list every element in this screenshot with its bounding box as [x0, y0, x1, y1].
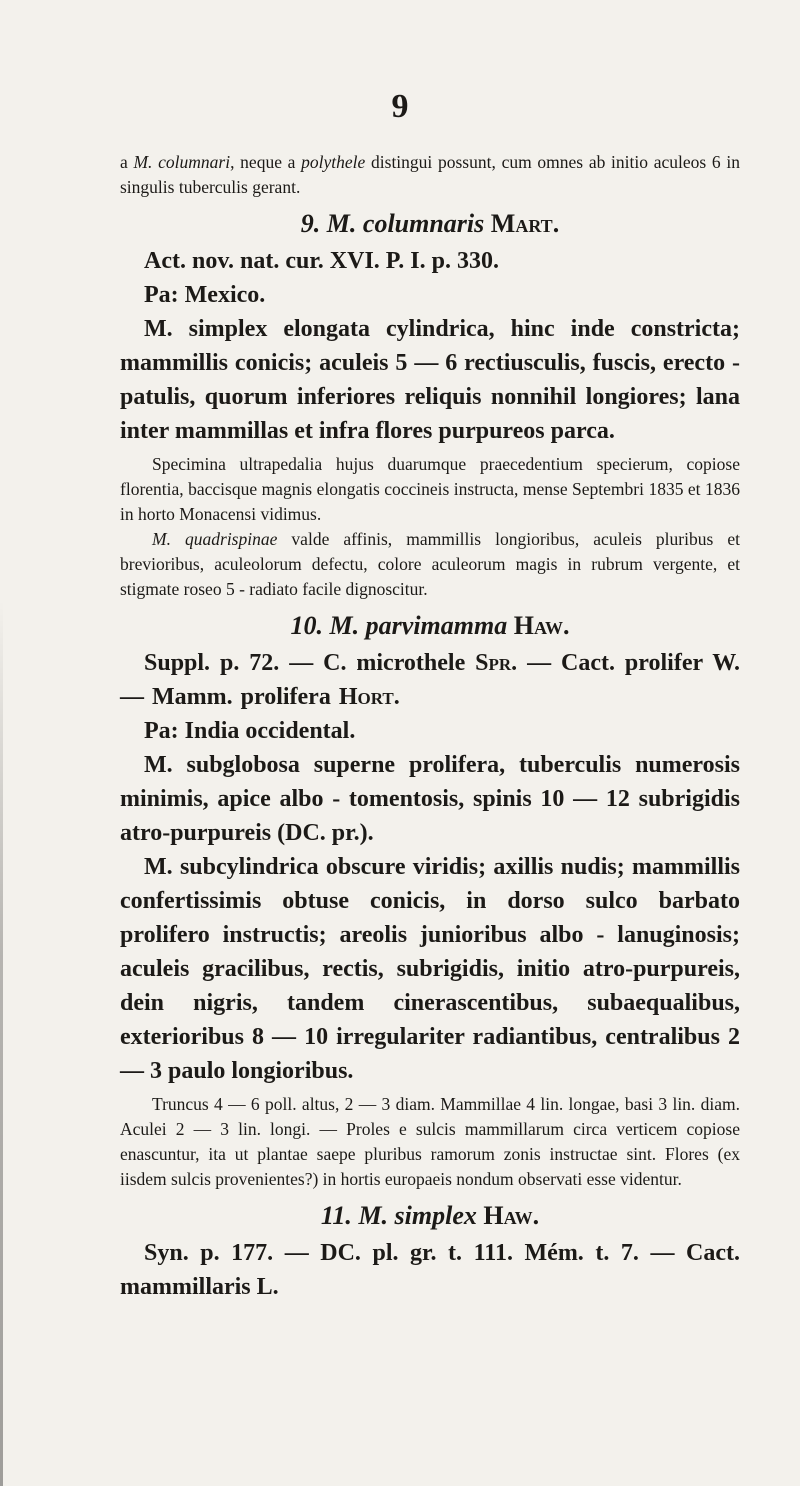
species-ref: polythele — [301, 152, 366, 172]
page-content — [120, 150, 740, 1304]
species-author: Haw. — [483, 1201, 540, 1230]
species-heading-9 — [120, 206, 740, 242]
species-heading-11 — [120, 1198, 740, 1234]
synonym-author: Spr. — [475, 650, 518, 676]
synonymy-line: Syn. p. 177. — DC. pl. gr. t. 111. Mém. t. 7. — Cact. mammillaris L. — [120, 1240, 740, 1300]
intro-paragraph — [120, 150, 740, 200]
page-edge-shadow — [0, 600, 3, 1486]
patria-line: Pa: India occidental. — [144, 718, 356, 744]
species-author: Mart. — [490, 209, 560, 238]
species-note — [120, 527, 740, 602]
note-text: valde affinis, mammillis longioribus, aculeis pluribus et brevioribus, aculeolorum defectu, colore aculeorum magis in rubrum vergente, et stigmate roseo 5 - radiato facile dignoscitur. — [120, 529, 740, 599]
species-note: Specimina ultrapedalia hujus duarumque praecedentium specierum, copiose florentia, baccisque magnis elongatis coccineis instructa, mense Septembri 1835 et 1836 in horto Monacensi vidimus. — [120, 454, 740, 524]
species-note: Truncus 4 — 6 poll. altus, 2 — 3 diam. Mammillae 4 lin. longae, basi 3 lin. diam. Aculei 2 — 3 lin. longi. — Proles e sulcis mammillarum circa verticem copiose enascuntur, ita ut plantae saepe pluribus ramorum zonis instructae sint. Flores (ex iisdem sulcis provenientes?) in hortis europaeis nondum observati esse videntur. — [120, 1094, 740, 1189]
species-name: M. columnaris — [326, 209, 485, 238]
species-name: M. parvimamma — [329, 611, 508, 640]
reference-line: Act. nov. nat. cur. XVI. P. I. p. 330. — [144, 248, 499, 274]
patria-line: Pa: Mexico. — [144, 282, 266, 308]
species-ref: M. quadrispinae — [152, 529, 278, 549]
intro-text: , neque a — [230, 152, 302, 172]
species-number: 10. — [290, 611, 324, 640]
synonym-text: — Cact. prolifer W. — Mamm. prolifera — [120, 650, 740, 710]
species-author: Haw. — [513, 611, 570, 640]
intro-text: distingui possunt, cum omnes ab initio aculeos 6 in singulis tuberculis gerant. — [120, 152, 740, 197]
species-number: 9. — [300, 209, 321, 238]
species-description: M. simplex elongata cylindrica, hinc inde constricta; mammillis conicis; aculeis 5 — 6 rectiusculis, fuscis, erecto - patulis, quorum inferiores reliquis nonnihil longiores; lana inter mammillas et infra flores purpureos parca. — [120, 316, 740, 444]
synonym-text: Suppl. p. 72. — C. microthele — [144, 650, 476, 676]
species-heading-10 — [120, 608, 740, 644]
species-ref: M. columnari — [133, 152, 231, 172]
synonymy-line — [120, 646, 740, 714]
intro-text: a — [120, 152, 134, 172]
species-description: M. subglobosa superne prolifera, tuberculis numerosis minimis, apice albo - tomentosis, spinis 10 — 12 subrigidis atro-purpureis (DC. pr.). — [120, 752, 740, 846]
page-number: 9 — [391, 88, 409, 125]
species-number: 11. — [320, 1201, 352, 1230]
species-name: M. simplex — [358, 1201, 477, 1230]
synonym-author: Hort. — [338, 684, 400, 710]
species-description: M. subcylindrica obscure viridis; axillis nudis; mammillis confertissimis obtuse conicis, in dorso sulco barbato prolifero instructis; areolis junioribus albo - lanuginosis; aculeis gracilibus, rectis, subrigidis, initio atro-purpureis, dein nigris, tandem cinerascentibus, subaequalibus, exterioribus 8 — 10 irregulariter radiantibus, centralibus 2 — 3 paulo longioribus. — [120, 854, 740, 1084]
